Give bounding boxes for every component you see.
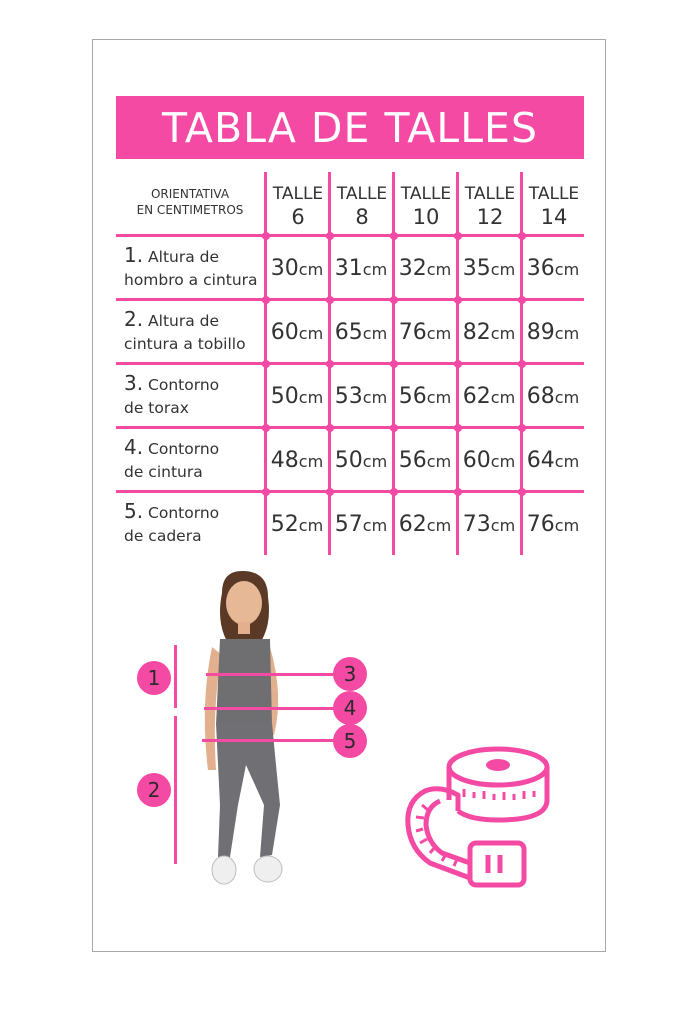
- cell-unit: cm: [298, 260, 324, 279]
- row-number: 5.: [124, 499, 144, 523]
- table-cell: [329, 384, 393, 409]
- size-word: TALLE: [272, 184, 324, 204]
- marker-5: 5: [333, 724, 367, 758]
- cell-value: 56: [398, 384, 427, 409]
- header-note: [120, 186, 260, 218]
- child-model-figure: [180, 565, 310, 900]
- measuring-tape-icon: [400, 745, 555, 890]
- cell-value: 50: [334, 448, 363, 473]
- cell-value: 60: [270, 320, 299, 345]
- table-cell: [521, 256, 585, 281]
- cell-unit: cm: [298, 452, 324, 471]
- row-label: [124, 372, 264, 420]
- cell-value: 32: [398, 256, 427, 281]
- size-number: 8: [355, 205, 369, 229]
- table-cell: [457, 512, 521, 537]
- table-cell: [457, 320, 521, 345]
- cell-value: 68: [526, 384, 555, 409]
- row-label-line: de cadera: [124, 527, 202, 545]
- cell-unit: cm: [362, 452, 388, 471]
- table-cell: [457, 384, 521, 409]
- table-cell: [457, 256, 521, 281]
- table-cell: [265, 320, 329, 345]
- cell-unit: cm: [362, 324, 388, 343]
- table-cell: [329, 320, 393, 345]
- cell-value: 62: [398, 512, 427, 537]
- marker-4: 4: [333, 691, 367, 725]
- cell-value: 36: [526, 256, 555, 281]
- cell-unit: cm: [426, 452, 452, 471]
- size-number: 10: [412, 205, 440, 229]
- table-cell: [393, 512, 457, 537]
- table-cell: [393, 320, 457, 345]
- shoulder-to-waist-line: [174, 645, 177, 708]
- size-header: [459, 183, 521, 229]
- cell-unit: cm: [490, 452, 516, 471]
- cell-value: 48: [270, 448, 299, 473]
- row-label-line: Contorno: [148, 440, 220, 458]
- row-label-line: cintura a tobillo: [124, 335, 246, 353]
- header-note-line: EN CENTIMETROS: [136, 203, 244, 217]
- size-number: 14: [540, 205, 568, 229]
- table-cell: [265, 512, 329, 537]
- cell-value: 60: [462, 448, 491, 473]
- table-cell: [521, 384, 585, 409]
- cell-unit: cm: [490, 516, 516, 535]
- cell-unit: cm: [554, 388, 580, 407]
- row-label: [124, 436, 264, 484]
- cell-value: 50: [270, 384, 299, 409]
- row-number: 4.: [124, 435, 144, 459]
- cell-unit: cm: [554, 516, 580, 535]
- table-cell: [393, 448, 457, 473]
- size-header: [331, 183, 393, 229]
- waist-to-ankle-line: [174, 716, 177, 864]
- size-word: TALLE: [336, 184, 388, 204]
- cell-value: 62: [462, 384, 491, 409]
- row-label: [124, 308, 264, 356]
- row-number: 2.: [124, 307, 144, 331]
- table-cell: [329, 256, 393, 281]
- cell-value: 57: [334, 512, 363, 537]
- cell-unit: cm: [554, 452, 580, 471]
- size-word: TALLE: [528, 184, 580, 204]
- row-label-line: de torax: [124, 399, 189, 417]
- size-header: [267, 183, 329, 229]
- table-cell: [457, 448, 521, 473]
- cell-value: 82: [462, 320, 491, 345]
- size-header: [523, 183, 585, 229]
- table-cell: [393, 384, 457, 409]
- hip-line: [202, 739, 335, 742]
- page-title: TABLA DE TALLES: [116, 96, 584, 159]
- cell-unit: cm: [426, 324, 452, 343]
- row-label-line: Altura de: [148, 312, 220, 330]
- row-label: [124, 500, 264, 548]
- row-label-line: Contorno: [148, 504, 220, 522]
- row-label-line: hombro a cintura: [124, 271, 258, 289]
- cell-value: 30: [270, 256, 299, 281]
- cell-unit: cm: [362, 260, 388, 279]
- size-header: [395, 183, 457, 229]
- cell-value: 76: [526, 512, 555, 537]
- cell-unit: cm: [298, 516, 324, 535]
- cell-unit: cm: [362, 516, 388, 535]
- row-number: 1.: [124, 243, 144, 267]
- cell-unit: cm: [490, 260, 516, 279]
- row-label: [124, 244, 264, 292]
- size-number: 12: [476, 205, 504, 229]
- cell-value: 56: [398, 448, 427, 473]
- cell-unit: cm: [426, 260, 452, 279]
- cell-unit: cm: [554, 260, 580, 279]
- table-cell: [265, 384, 329, 409]
- cell-value: 65: [334, 320, 363, 345]
- chest-line: [206, 673, 339, 676]
- cell-value: 35: [462, 256, 491, 281]
- cell-value: 76: [398, 320, 427, 345]
- cell-unit: cm: [554, 324, 580, 343]
- size-word: TALLE: [464, 184, 516, 204]
- size-number: 6: [291, 205, 305, 229]
- marker-3: 3: [333, 657, 367, 691]
- cell-value: 64: [526, 448, 555, 473]
- cell-unit: cm: [298, 388, 324, 407]
- table-cell: [521, 512, 585, 537]
- header-note-line: ORIENTATIVA: [150, 187, 230, 201]
- cell-unit: cm: [490, 324, 516, 343]
- table-cell: [521, 448, 585, 473]
- cell-value: 89: [526, 320, 555, 345]
- table-cell: [521, 320, 585, 345]
- cell-unit: cm: [362, 388, 388, 407]
- row-label-line: Contorno: [148, 376, 220, 394]
- cell-value: 52: [270, 512, 299, 537]
- cell-value: 73: [462, 512, 491, 537]
- marker-2: 2: [137, 773, 171, 807]
- cell-value: 31: [334, 256, 363, 281]
- cell-value: 53: [334, 384, 363, 409]
- cell-unit: cm: [426, 388, 452, 407]
- row-number: 3.: [124, 371, 144, 395]
- table-cell: [265, 256, 329, 281]
- cell-unit: cm: [490, 388, 516, 407]
- table-cell: [393, 256, 457, 281]
- marker-1: 1: [137, 661, 171, 695]
- size-word: TALLE: [400, 184, 452, 204]
- table-cell: [329, 448, 393, 473]
- row-label-line: de cintura: [124, 463, 203, 481]
- table-cell: [265, 448, 329, 473]
- table-cell: [329, 512, 393, 537]
- row-label-line: Altura de: [148, 248, 220, 266]
- cell-unit: cm: [426, 516, 452, 535]
- cell-unit: cm: [298, 324, 324, 343]
- waist-line: [204, 707, 337, 710]
